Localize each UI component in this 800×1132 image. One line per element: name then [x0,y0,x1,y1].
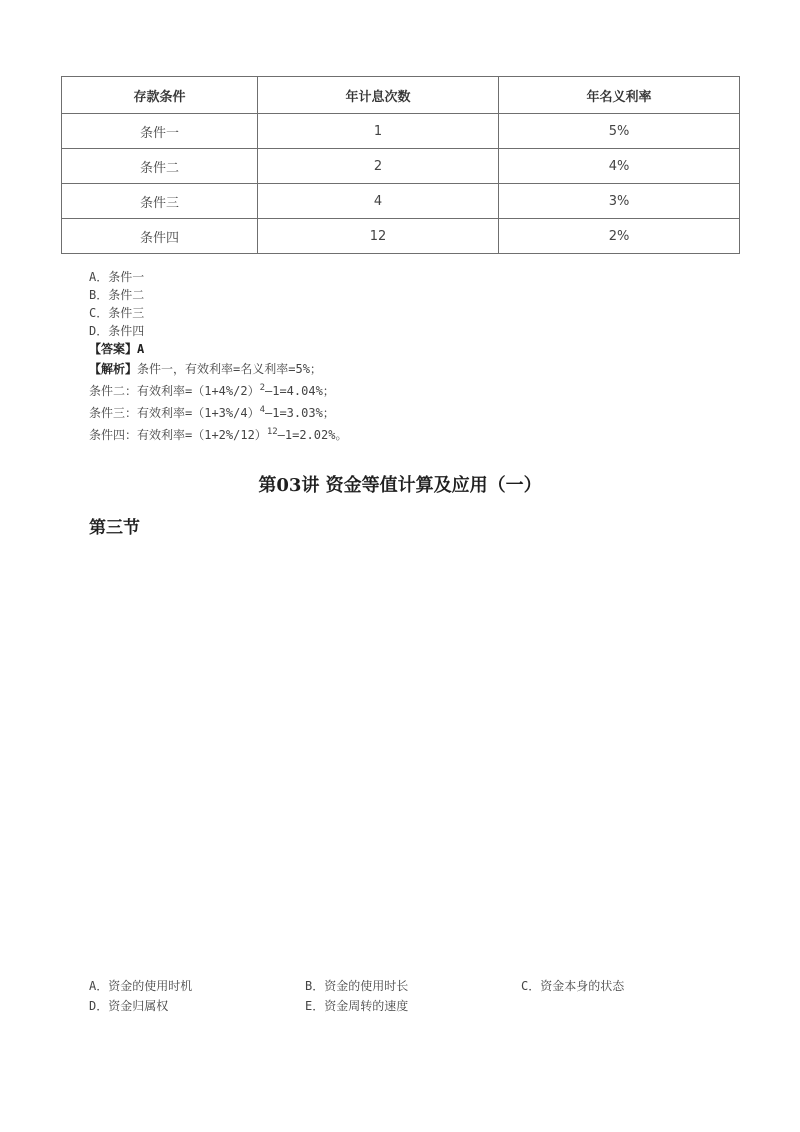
analysis-text-2b: –1=4.04%； [265,384,335,398]
bottom-option-e: E．资金周转的速度 [305,999,409,1013]
table-header-row [62,77,740,114]
header-condition: 存款条件 [62,77,258,114]
analysis-block [89,358,347,446]
table-row [62,149,740,184]
section-title: 第三节 [89,518,140,538]
analysis-text-4a: 条件四：有效利率=（1+2%/12） [89,428,267,442]
cell-condition: 条件一 [62,114,258,149]
question-options [89,268,144,358]
analysis-text-3a: 条件三：有效利率=（1+3%/4） [89,406,260,420]
lecture-title: 第03讲 资金等值计算及应用（一） [258,475,542,496]
analysis-tag: 【解析】 [89,362,138,376]
analysis-line-2 [89,380,347,402]
table-row [62,219,740,254]
analysis-text-2a: 条件二：有效利率=（1+4%/2） [89,384,260,398]
bottom-option-c: C．资金本身的状态 [521,979,625,993]
bottom-option-a: A．资金的使用时机 [89,979,193,993]
cell-rate: 4% [499,149,740,184]
analysis-text-4b: –1=2.02%。 [277,428,348,442]
cell-condition: 条件二 [62,149,258,184]
table-row [62,184,740,219]
exponent: 2 [259,383,265,393]
option-b: B．条件二 [89,288,145,302]
cell-times: 12 [258,219,499,254]
table-row [62,114,740,149]
option-a: A．条件一 [89,270,145,284]
analysis-text-3b: –1=3.03%； [265,406,335,420]
exponent: 4 [259,405,265,415]
cell-condition: 条件三 [62,184,258,219]
analysis-line-4 [89,424,347,446]
exponent: 12 [266,427,278,437]
header-compound-times: 年计息次数 [258,77,499,114]
cell-times: 1 [258,114,499,149]
bottom-option-b: B．资金的使用时长 [305,979,409,993]
header-nominal-rate: 年名义利率 [499,77,740,114]
bottom-options [89,976,729,1016]
option-c: C．条件三 [89,306,145,320]
analysis-text-1: 条件一，有效利率=名义利率=5%； [137,362,322,376]
cell-times: 2 [258,149,499,184]
cell-rate: 3% [499,184,740,219]
analysis-line-3 [89,402,347,424]
options-row-2 [89,996,729,1016]
bottom-option-d: D．资金归属权 [89,999,169,1013]
option-d: D．条件四 [89,324,145,338]
cell-times: 4 [258,184,499,219]
analysis-line-1 [89,358,347,380]
cell-condition: 条件四 [62,219,258,254]
deposit-conditions-table [61,76,740,254]
answer-line: 【答案】A [89,342,145,356]
options-row-1 [89,976,729,996]
cell-rate: 2% [499,219,740,254]
cell-rate: 5% [499,114,740,149]
